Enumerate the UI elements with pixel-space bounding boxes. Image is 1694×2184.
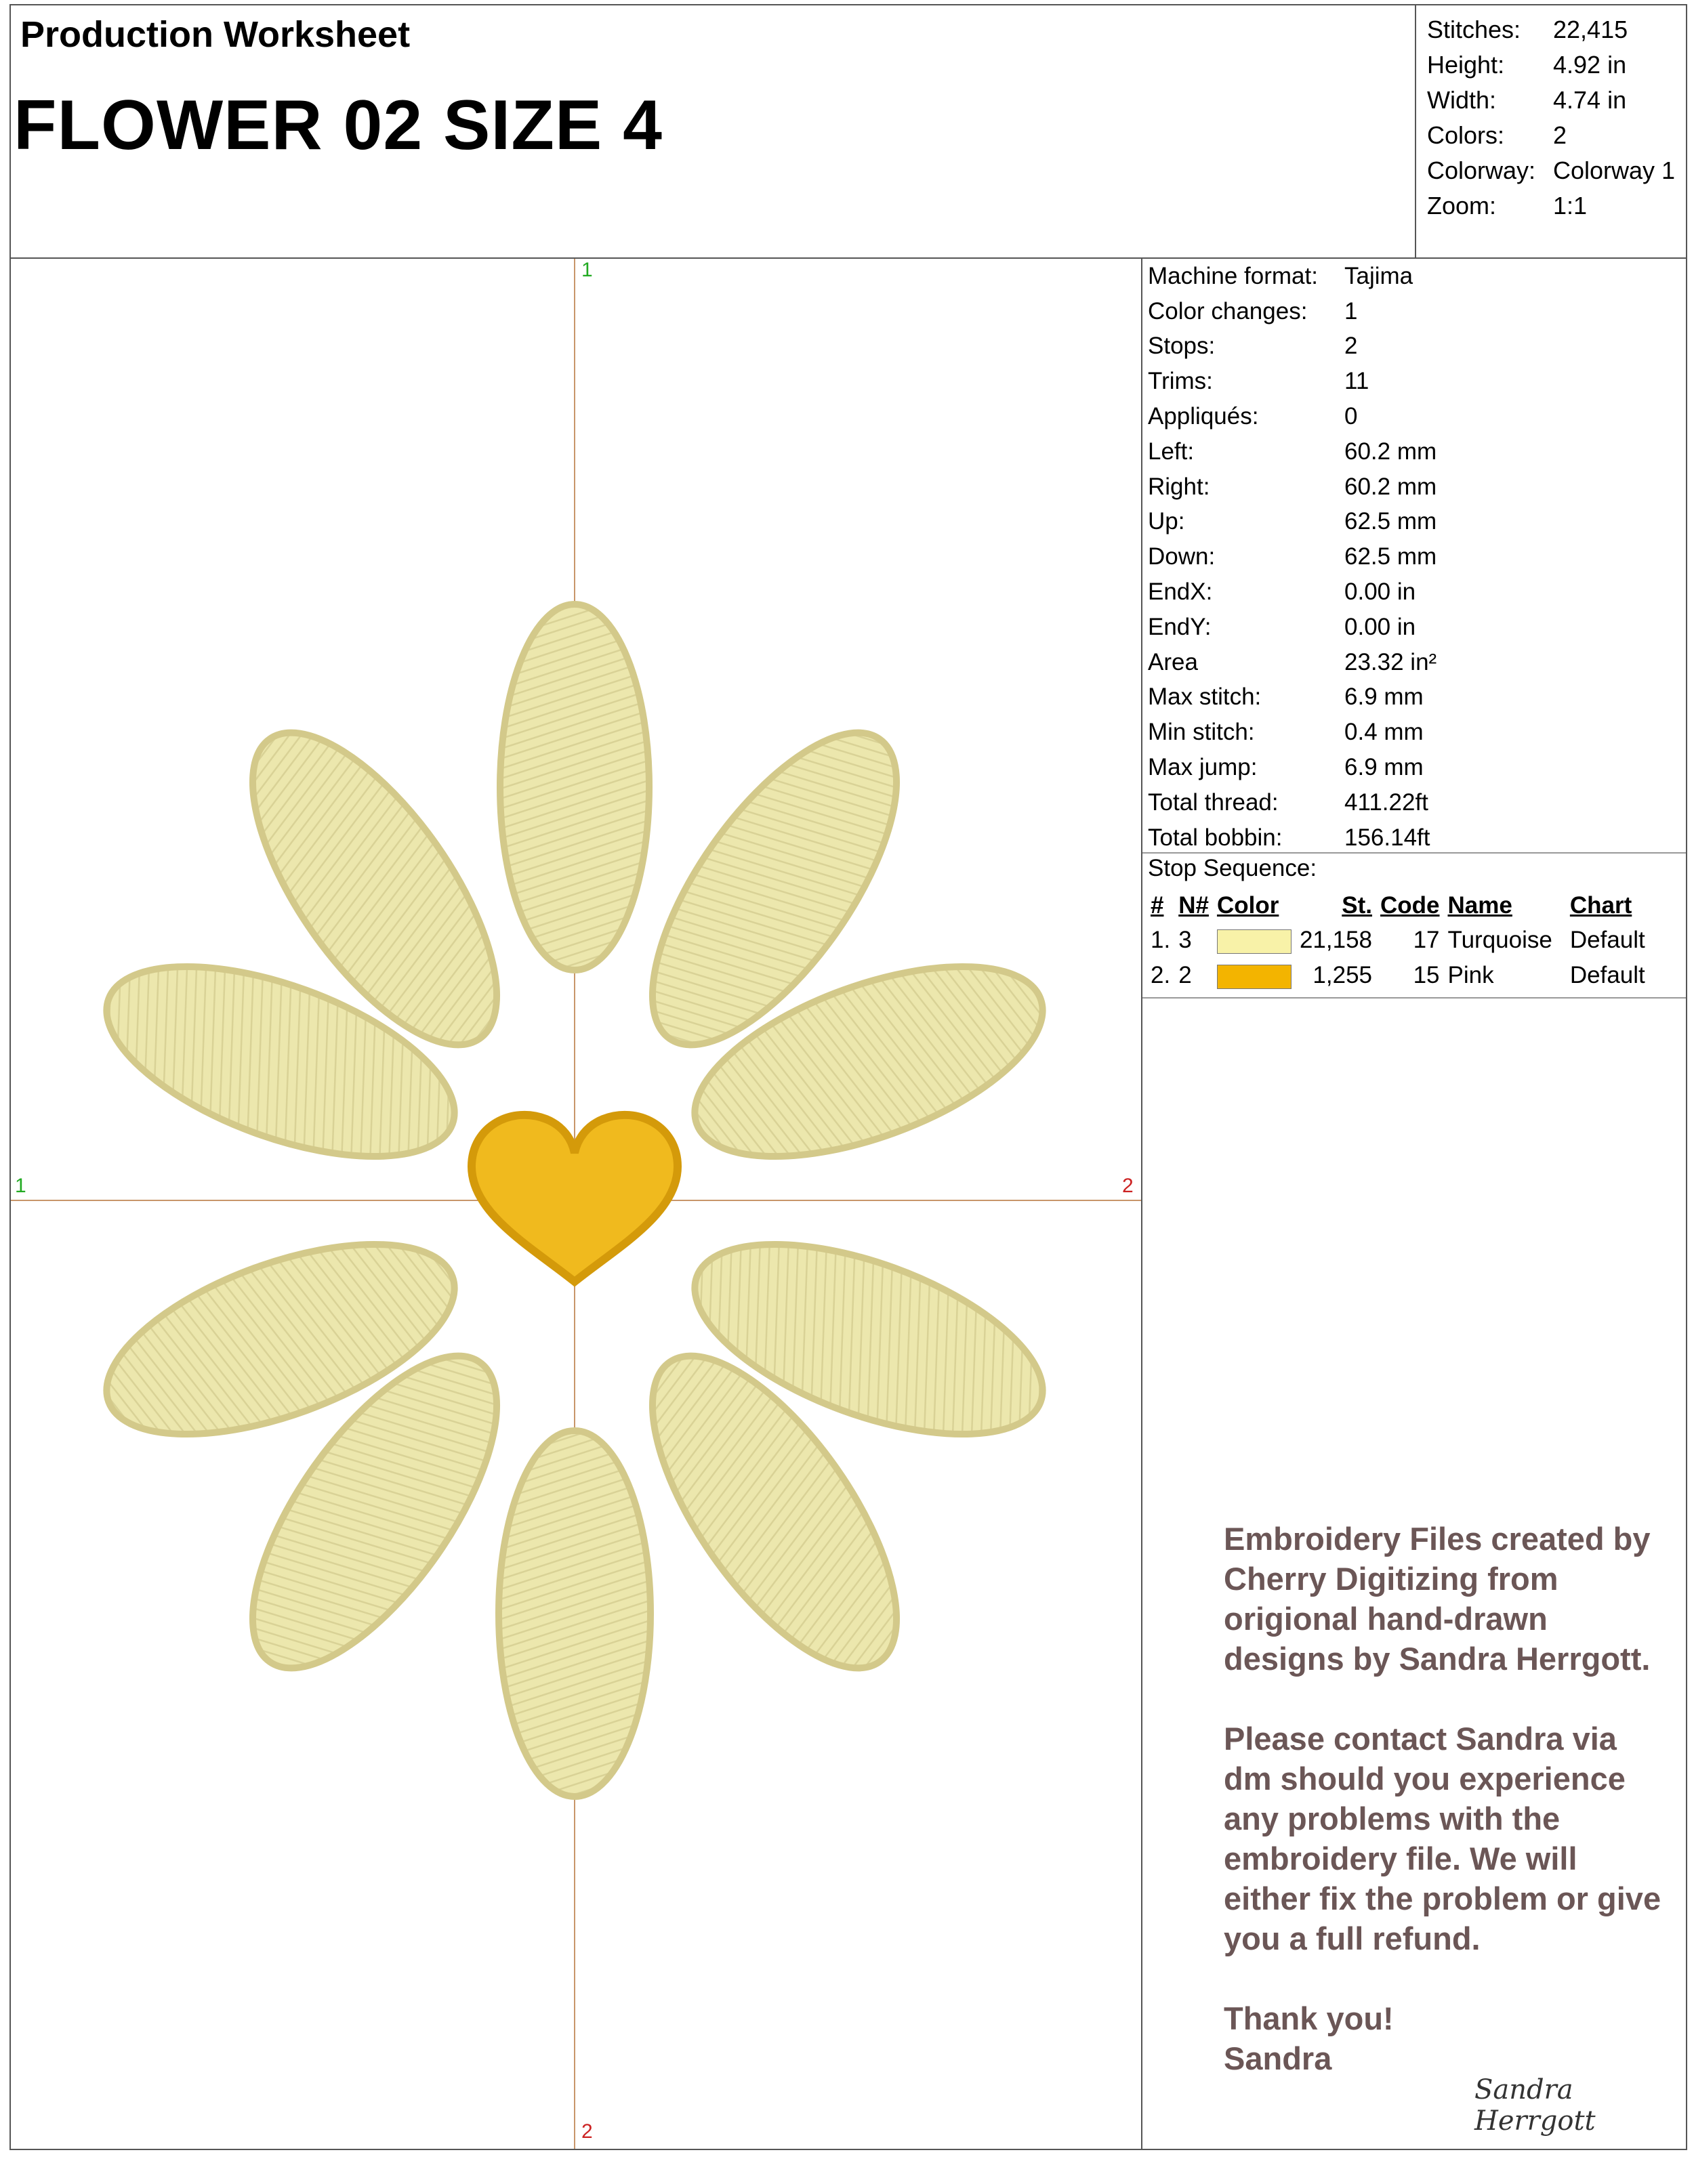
- table-row: [1146, 958, 1649, 993]
- cell-n: 2: [1178, 962, 1192, 988]
- contact-paragraph: Please contact Sandra via dm should you experience any problems with the embroidery file. We will either fix the problem or give you a full refund.: [1224, 1721, 1661, 1956]
- cell-color: [1213, 923, 1296, 958]
- stop-sequence-table: [1146, 889, 1649, 993]
- stat-row: Total bobbin: 156.14ft: [1148, 824, 1430, 851]
- stat-height: Height: 4.92 in: [1427, 51, 1627, 79]
- cell-st: 1,255: [1313, 962, 1373, 988]
- cell-num: 2.: [1151, 962, 1171, 988]
- credit-paragraph: Embroidery Files created by Cherry Digitizing from origional hand-drawn designs by Sandra Herrgott.: [1224, 1521, 1651, 1677]
- stat-row: Right: 60.2 mm: [1148, 473, 1437, 500]
- stat-zoom: Zoom: 1:1: [1427, 192, 1588, 219]
- stat-row: Area 23.32 in²: [1148, 648, 1437, 675]
- axis-label-top: 1: [581, 259, 593, 281]
- cell-color: [1213, 958, 1296, 993]
- stat-row: Max stitch: 6.9 mm: [1148, 684, 1424, 711]
- stats-panel: [1141, 257, 1687, 2150]
- cell-code: 17: [1413, 927, 1440, 953]
- design-preview: [9, 257, 1142, 2150]
- cell-name: Turquoise: [1447, 927, 1552, 953]
- stat-row: Trims: 11: [1148, 368, 1369, 395]
- stat-colors: Colors: 2: [1427, 121, 1567, 149]
- cell-code: 15: [1413, 962, 1440, 988]
- flower-design: [11, 259, 1141, 2149]
- cell-st: 21,158: [1299, 927, 1373, 953]
- stat-row: Up: 62.5 mm: [1148, 508, 1437, 535]
- stat-row: Left: 60.2 mm: [1148, 438, 1437, 465]
- col-chart: Chart: [1569, 892, 1632, 919]
- stat-row: Max jump: 6.9 mm: [1148, 754, 1424, 781]
- thank-you: Thank you!: [1224, 2000, 1394, 2036]
- color-swatch: [1217, 965, 1292, 989]
- cell-chart: Default: [1569, 927, 1645, 953]
- header-divider: [1415, 5, 1416, 257]
- stat-colorway: Colorway: Colorway 1: [1427, 156, 1676, 184]
- divider: [1142, 997, 1686, 999]
- stat-row: Color changes: 1: [1148, 297, 1358, 324]
- signature-logo: Sandra Herrgott: [1474, 2074, 1596, 2137]
- stat-width: Width: 4.74 in: [1427, 86, 1627, 114]
- cell-num: 1.: [1151, 927, 1171, 953]
- header-stats: [1427, 12, 1675, 224]
- stop-sequence-title: Stop Sequence:: [1148, 855, 1317, 881]
- stat-stitches: Stitches: 22,415: [1427, 16, 1628, 43]
- worksheet-title: Production Worksheet: [20, 14, 411, 55]
- stat-row: EndX: 0.00 in: [1148, 579, 1416, 606]
- stat-row: Total thread: 411.22ft: [1148, 789, 1428, 816]
- stat-row: Appliqués: 0: [1148, 403, 1358, 430]
- axis-label-right: 2: [1122, 1175, 1134, 1197]
- stat-row: EndY: 0.00 in: [1148, 613, 1416, 640]
- table-header-row: [1146, 889, 1649, 923]
- axis-label-bottom: 2: [581, 2120, 593, 2143]
- col-st: St.: [1342, 892, 1373, 919]
- col-color: Color: [1216, 892, 1279, 919]
- design-name: FLOWER 02 SIZE 4: [14, 86, 663, 165]
- machine-stats: [1148, 259, 1437, 856]
- credit-note: [1224, 1519, 1671, 2078]
- cell-name: Pink: [1447, 962, 1494, 988]
- axis-label-left: 1: [15, 1175, 26, 1197]
- col-name: Name: [1447, 892, 1512, 919]
- petal: [500, 604, 649, 970]
- col-code: Code: [1380, 892, 1440, 919]
- stat-row: Stops: 2: [1148, 333, 1358, 360]
- stat-row: Down: 62.5 mm: [1148, 543, 1437, 570]
- col-num: #: [1151, 892, 1164, 919]
- sign-off: Sandra: [1224, 2040, 1332, 2076]
- cell-chart: Default: [1569, 962, 1645, 988]
- stat-row: Min stitch: 0.4 mm: [1148, 719, 1424, 746]
- header-panel: [9, 4, 1687, 259]
- stat-row: Machine format: Tajima: [1148, 262, 1413, 289]
- col-n: N#: [1178, 892, 1209, 919]
- color-swatch: [1217, 929, 1292, 954]
- divider: [1142, 852, 1686, 854]
- table-row: [1146, 923, 1649, 958]
- cell-n: 3: [1178, 927, 1192, 953]
- petal: [499, 1431, 650, 1797]
